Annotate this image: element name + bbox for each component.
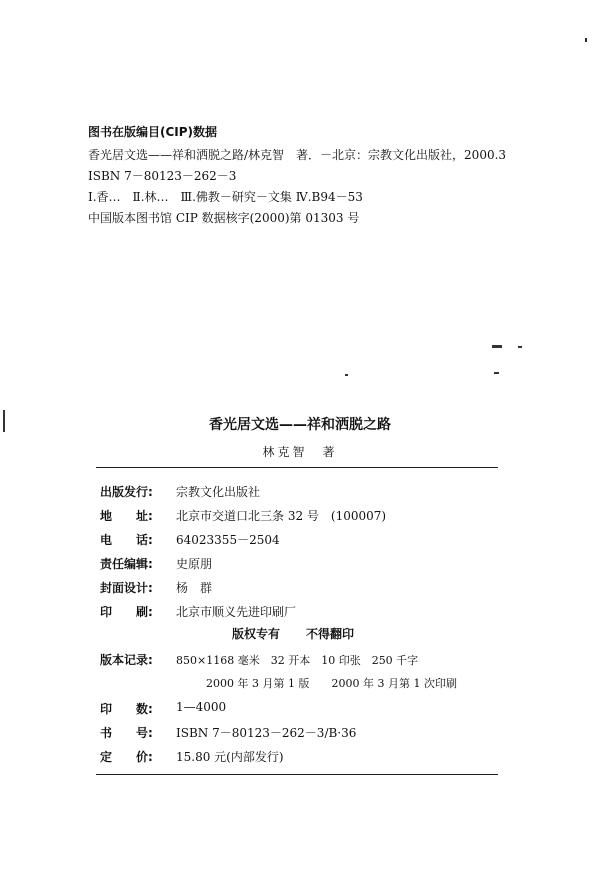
cip-title-line: 香光居文选——祥和洒脱之路/林克智 著．－北京：宗教文化出版社，2000.3 <box>88 148 507 162</box>
scan-speck <box>494 372 499 374</box>
scan-speck <box>585 38 587 42</box>
publisher-label: 出版发行: <box>100 485 153 499</box>
price-value: 15.80 元(内部发行) <box>176 750 284 764</box>
printer-value: 北京市顺义先进印刷厂 <box>176 605 297 619</box>
phone-label: 电 话: <box>100 533 153 547</box>
copyright-notice <box>232 625 380 642</box>
cip-record-line: 中国版本图书馆 CIP 数据核字(2000)第 01303 号 <box>88 211 360 225</box>
printer-label: 印 刷: <box>100 605 153 619</box>
cover-design-label: 封面设计: <box>100 581 153 595</box>
book-title: 香光居文选——祥和洒脱之路 <box>209 417 391 433</box>
address-label: 地 址: <box>100 509 153 523</box>
cip-heading: 图书在版编目(CIP)数据 <box>88 125 218 139</box>
cip-isbn-line: ISBN 7－80123－262－3 <box>88 169 237 183</box>
bottom-rule <box>96 774 498 775</box>
scan-speck <box>492 345 502 348</box>
edition-label: 版本记录: <box>100 653 153 667</box>
copyright-exclusive: 版权专有 <box>232 627 281 641</box>
edition-value: 850×1168 毫米 32 开本 10 印张 250 千字 <box>176 654 419 667</box>
cip-subject-line: Ⅰ.香… Ⅱ.林… Ⅲ.佛教－研究－文集 Ⅳ.B94－53 <box>88 190 363 204</box>
book-author: 林克智 著 <box>262 445 338 459</box>
isbn-value: ISBN 7－80123－262－3/B·36 <box>176 726 357 740</box>
phone-value: 64023355－2504 <box>176 533 280 547</box>
scan-speck <box>518 346 522 348</box>
copies-label: 印 数: <box>100 702 153 716</box>
edition-print-dates: 2000 年 3 月第 1 版 2000 年 3 月第 1 次印刷 <box>206 677 457 690</box>
copies-value: 1—4000 <box>176 700 227 714</box>
price-label: 定 价: <box>100 750 153 764</box>
scan-speck <box>345 374 348 376</box>
top-rule <box>96 467 498 468</box>
copyright-no-reprint: 不得翻印 <box>306 627 355 641</box>
editor-label: 责任编辑: <box>100 557 153 571</box>
publisher-value: 宗教文化出版社 <box>176 485 261 499</box>
editor-value: 史原朋 <box>176 557 213 571</box>
isbn-label: 书 号: <box>100 726 153 740</box>
address-value: 北京市交道口北三条 32 号 (100007) <box>176 509 387 523</box>
cover-design-value: 杨 群 <box>176 581 213 595</box>
